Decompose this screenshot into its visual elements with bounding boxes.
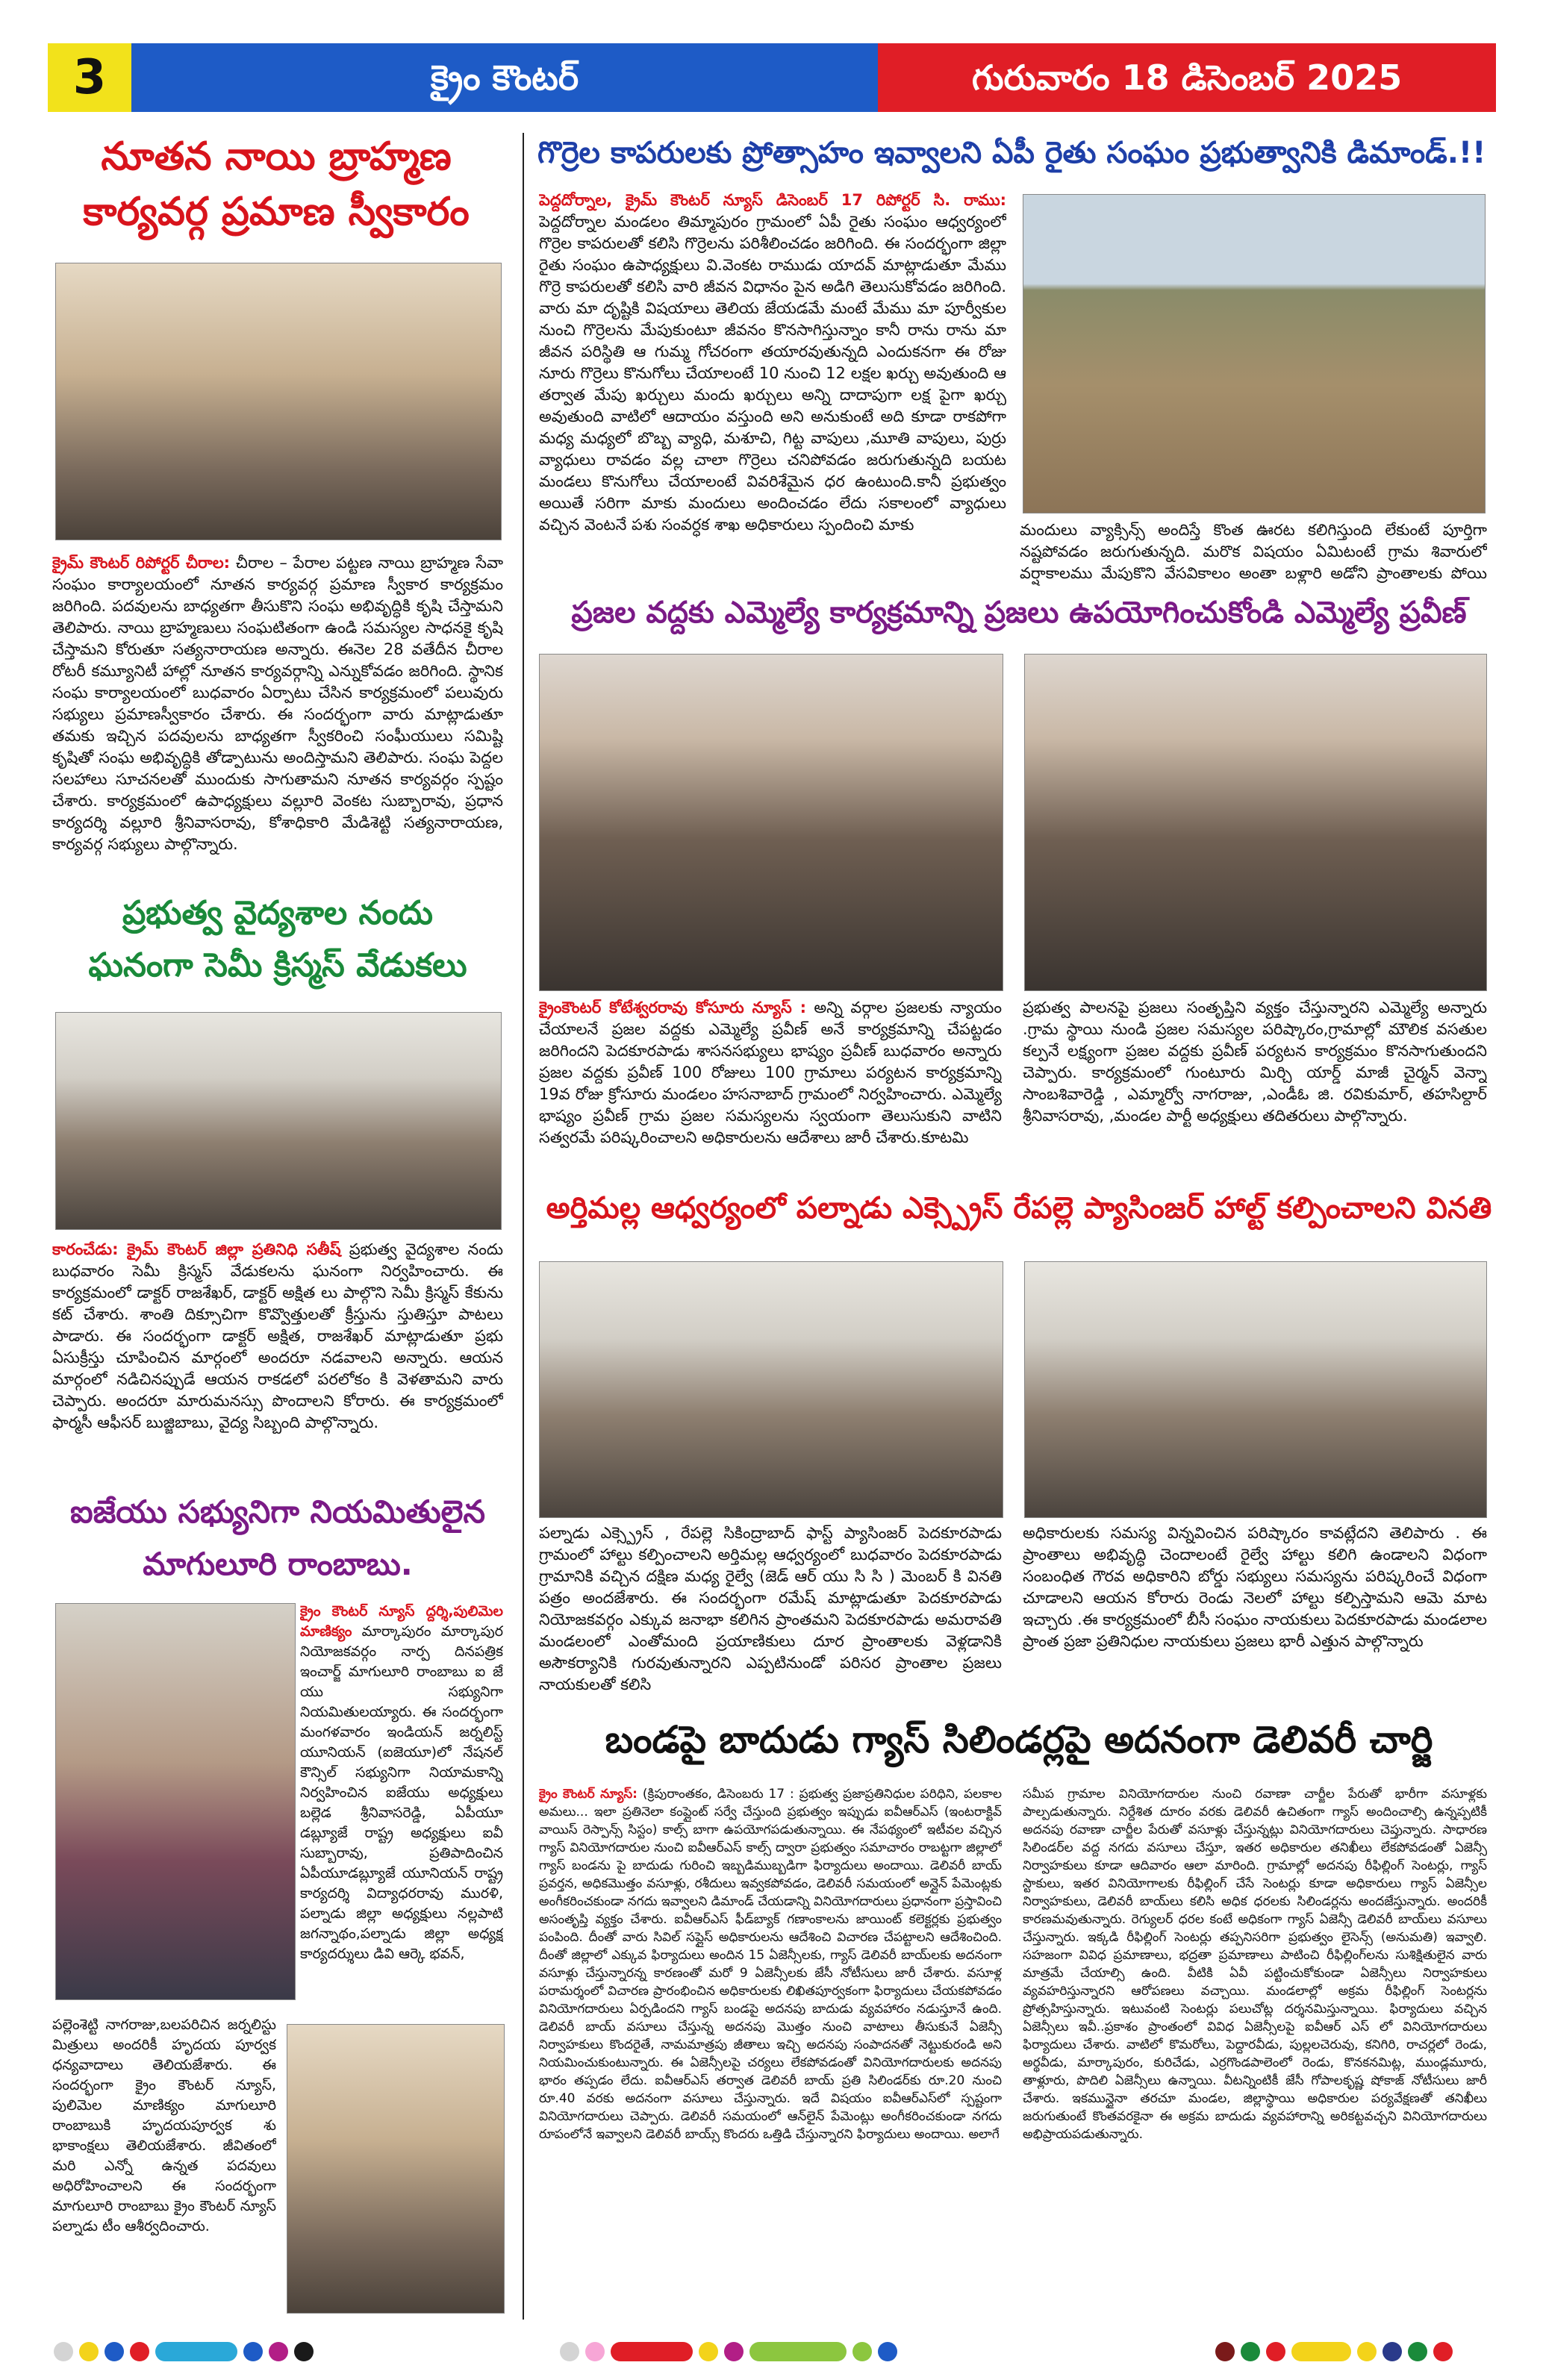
footer-dot [699,2342,718,2361]
footer-dot [1408,2342,1427,2361]
headline-train-halt: అర్తిమల్ల ఆధ్వర్యంలో పల్నాడు ఎక్స్ప్రెస్ రేపల్లె ప్యాసింజర్ హాల్ట్ కల్పించాలని వినతి [546,1191,1492,1225]
gas-body-left-text: (క్రిపురాంతకం, డిసెంబరు 17 : ప్రభుత్వ ప్రజాప్రతినిధుల పరిధిని, పలకాల అమలు... ఇలా ప్రతినెలా కంప్లైంట్ సర్వే చేస్తుంది ప్రభుత్వం ఇప్పుడు ఐవీఆర్ఎస్ (ఇంటరాక్టివ్ వాయిస్ రెస్పాన్స్ సిస్టం) కాల్స్ బాగా ఉపయోగపడుతున్నాయి. ఈ నేపథ్యంలో ఇటీవల వచ్చిన గ్యాస్ వినియోగదారుల నుంచి ఐవీఆర్ఎస్ కాల్స్ ద్వారా ప్రభుత్వం సమాచారం రాబట్టగా జిల్లాలో గ్యాస్ బండను పై బాదుడు గురించి ఇబ్బడిముబ్బడిగా ఫిర్యాదులు అందాయి. డెలివరీ బాయ్ ప్రవర్తన, అధికమొత్తం వసూళ్లు, రశీదులు ఇవ్వకపోవడం, డెలివరీ సమయంలో అన్లైన్ పేమెంట్లకు అంగీకరించకుండా నగదు ఇవ్వాలని డిమాండ్ చేయడాన్ని వినియోగదారులు ప్రధానంగా ప్రస్తావించి అసంతృప్తి వ్యక్తం చేశారు. ఐవీఆర్ఎస్ ఫీడ్‌బ్యాక్ గణాంకాలను జాయింట్ కలెక్టర్లకు ప్రభుత్వం పంపింది. దీంతో వారు సివిల్ సప్లైస్ అధికారులను ఆదేశించి విచారణ చేపట్టాలని ఆదేశించింది. దీంతో జిల్లాలో ఎక్కువ ఫిర్యాదులు అందిన 15 ఏజెన్సీలకు, గ్యాస్ డెలివరీ బాయ్‌లకు అదనంగా వసూళ్లు చేస్తున్నారన్న కారణంతో మరో 9 ఏజెన్సీలకు జేసీ నోటీసులు జారీ చేశారు. వసూళ్ల పరామర్శంలో విచారణ ప్రారంభించిన అధికారులకు లిఖితపూర్వకంగా ఫిర్యాదులు చేయకపోవడం వినియోగదారులు ఏర్పడిందని గ్యాస్ బండపై అదనపు బాదుడు వ్యవహారం నడుస్తూనే ఉంది. డెలివరీ బాయ్ వసూలు చేస్తున్న అదనపు మొత్తం నుంచి వాటాలు తీసుకునే ఏజెన్సీ నిర్వాహకులు కొందరైతే, నామమాత్రపు జీతాలు ఇచ్చి అదనపు సంపాదనతో నెట్టుకురండి అని నియమించుకుంటున్నారు. ఈ ఏజెన్సీలపై చర్యలు లేకపోవడంతో వినియోగదారులకు అదనపు భారం తప్పడం లేదు. ఐవీఆర్ఎస్ తర్వాత డెలివరీ బాయ్ ప్రతి సిలిండర్‌కు రూ.20 నుంచి రూ.40 వరకు అదనంగా వసూలు చేస్తున్నారు. ఇదే విషయం ఐవీఆర్ఎస్‌లో స్పష్టంగా వినియోగదారులు చెప్పారు. డెలివరీ సమయంలో ఆన్‌లైన్ పేమెంట్లు అంగీకరించకుండా నగదు రూపంలోనే ఇవ్వాలని డెలివరీ బాయ్స్ కొందరు ఒత్తిడి చేస్తున్నారని ఫిర్యాదులు అందాయి. అలాగే [539,1787,1002,2142]
footer-color-strip-middle [560,2342,897,2361]
train-body-left: పల్నాడు ఎక్స్ప్రెస్ , రేపల్లె సికింద్రాబాద్ ఫాస్ట్ ప్యాసింజర్ పెదకూరపాడు గ్రామంలో హాల్టు కల్పించాలని అర్తిమల్ల ఆధ్వర్యంలో బుధవారం పెదకూరపాడు గ్రామానికి వచ్చిన దక్షిణ మధ్య రైల్వే (జెడ్ ఆర్ యు సి సి ) మెంబర్ కి వినతి పత్రం అందజేశారు. ఈ సందర్భంగా రమేష్ మాట్లాడుతూ పెదకూరపాడు నియోజకవర్గం ఎక్కువ జనాభా కలిగిన ప్రాంతమని పెదకూరపాడు అమరావతి మండలంలో ఎంతోమంది ప్రయాణికులు దూర ప్రాంతాలకు వెళ్లడానికి అసౌకర్యానికి గురవుతున్నారని ఎప్పటినుండో పరిసర ప్రాంతాల ప్రజలు నాయకులతో కలిసి [539,1524,1002,1693]
footer-pill [749,2342,847,2361]
footer-dot [105,2342,124,2361]
brahmana-article-body [52,552,503,875]
headline-ijeu-2: మాగులూరి రాంబాబు. [143,1546,413,1582]
footer-dot [724,2342,744,2361]
farmers-body-right: మందులు వ్యాక్సిన్స్ అందిస్తే కొంత ఊరట కలిగిస్తుంది లేకుంటే పూర్తిగా నష్టపోవడం జరుగుతున్నది. మరొక విషయం ఏమిటంటే గ్రామ శివారులో వర్షాకాలము మేపుకొని వేసవికాలం అంతా బళ్లారి అడోని ప్రాంతాలకు పోయి [1020,521,1487,582]
hospital-article-body [52,1239,503,1475]
footer-pill [1291,2342,1351,2361]
headline-brahmana-2: కార్యవర్గ ప్రమాణ స్వీకారం [83,190,470,234]
headline-mla: ప్రజల వద్దకు ఎమ్మెల్యే కార్యక్రమాన్ని ప్రజలు ఉపయోగించుకోండి ఎమ్మెల్యే ప్రవీణ్ [571,596,1467,630]
footer-dot [1266,2342,1285,2361]
ijeu-article-side [300,1602,503,2005]
footer-dot [1357,2342,1377,2361]
christmas-celebration-photo [55,1012,502,1230]
gas-byline: క్రైం కౌంటర్ న్యూస్: [539,1787,638,1802]
footer-dot [1241,2342,1260,2361]
footer-dot [1215,2342,1235,2361]
footer-pill [155,2342,237,2361]
footer-dot [54,2342,73,2361]
footer-color-strip-right [1215,2342,1453,2361]
footer-dot [294,2342,314,2361]
farmers-article-body-left [539,190,1006,585]
gas-body-right: సమీప గ్రామాల వినియోగదారుల నుంచి రవాణా చార్జీల పేరుతో భారీగా వసూళ్లకు పాల్పడుతున్నారు. నిర్దేశిత దూరం వరకు డెలివరీ ఉచితంగా గ్యాస్ అందించాల్సి ఉన్నప్పటికీ అదనపు రవాణా చార్జీల పేరుతో వసూళ్లు చేస్తున్నట్లు వినియోగదారులు చెప్తున్నారు. సాధారణ సిలిండర్‌ల వద్ద నగదు వసూలు చేస్తూ, ఇతర అధికారుల తనిఖీలు లేకపోవడంతో ఏజెన్సీ నిర్వాహకులు కూడా ఆదివారం ఆలా మారింది. గ్రామాల్లో అదనపు రీఫిల్లింగ్ సెంటర్లు, గ్యాస్ స్టాకులు, ఇతర వినియోగాలకు రీఫిల్లింగ్ చేసే సెంటర్లు కూడా అధికారులు గ్యాస్ ఏజెన్సీల నిర్వాహకులు, డెలివరీ బాయ్‌లు కలిసి అధిక ధరలకు సిలిండర్లను అందజేస్తున్నారు. అందరికీ కారణమవుతున్నారు. రెగ్యులర్ ధరల కంటే అధికంగా గ్యాస్ ఏజెన్సీ డెలివరీ బాయ్‌లు వసూలు చేస్తున్నారు. ఇక్కడి రీఫిల్లింగ్ సెంటర్లు తప్పనిసరిగా ప్రభుత్వం లైసెన్స్ (అనుమతి) ఇవ్వాలి. సహజంగా వివిధ ప్రమాణాలు, భద్రతా ప్రమాణాలు పాటించి రీఫిల్లింగ్‌లను సుశిక్షితులైన వారు మాత్రమే చేయాల్సి ఉంది. వీటికి ఏవీ పట్టించుకోకుండా ఏజెన్సీలు నిర్వాహకులు వ్యవహరిస్తున్నారని ఆరోపణలు వచ్చాయి. మండలాల్లో అక్రమ రీఫిల్లింగ్ సెంటర్లను ప్రోత్సహిస్తున్నారు. ఇటువంటి సెంటర్లు పలుచోట్ల దర్శనమిస్తున్నాయి. ఫిర్యాదులు వచ్చిన ఏజెన్సీలు ఇవీ..ప్రకాశం ప్రాంతంలో వివిధ ఏజెన్సీలపై ఐవీఆర్ ఎస్ లో వినియోగదారులు ఫిర్యాదులు చేశారు. వాటిలో కొమరోలు, పెద్దారవీడు, పుల్లలచెరువు, కనిగిరి, రాచర్లలో రెండు, అర్థవీడు, మార్కాపురం, కురిచేడు, ఎర్రగొండపాలెంలో రెండు, కొనకనమిట్ల, ముండ్లమూరు, తాళ్లూరు, పొదిలి ఏజెన్సీలు ఉన్నాయి. వీటన్నింటికీ జేసీ గోపాలకృష్ణ షోకాజ్ నోటీసులు జారీ చేశారు. ఇకమున్దైనా తరచూ మండల, జిల్లాస్థాయి అధికారుల పర్యవేక్షణతో తనిఖీలు జరుగుతుంటే కొంతవరకైనా ఈ అక్రమ బాదుడు వ్యవహారాన్ని అరికట్టవచ్చని వినియోగదారులు అభిప్రాయపడుతున్నారు. [1023,1787,1487,2142]
mla-visit-photo-1 [539,654,1003,991]
footer-dot [1433,2342,1453,2361]
headline-farmers: గొర్రెల కాపరులకు ప్రోత్సాహం ఇవ్వాలని ఏపీ రైతు సంఘం ప్రభుత్వానికి డిమాండ్.!! [537,136,1486,170]
column-divider [523,133,524,2320]
mla-byline: క్రైంకౌంటర్ కోటేశ్వరరావు కోసూరు న్యూస్ : [539,999,807,1016]
mla-body-right: ప్రభుత్వ పాలనపై ప్రజలు సంతృప్తిని వ్యక్తం చేస్తున్నారని ఎమ్మెల్యే అన్నారు .గ్రామ స్థాయి నుండి ప్రజల సమస్యల పరిష్కారం,గ్రామాల్లో మౌలిక వసతుల కల్పనే లక్ష్యంగా ప్రజల వద్దకు ప్రవీణ్ పర్యటన కార్యక్రమం కొనసాగుతుందని చెప్పారు. కార్యక్రమంలో గుంటూరు మిర్చి యార్డ్ మాజీ చైర్మన్ వెన్నా సాంబశివారెడ్డి , ఎమ్మార్వో నాగరాజు, ,ఎండీఓ జి. రవికుమార్, తహసిల్దార్ శ్రీనివాసరావు, ,మండల పార్టీ అధ్యక్షులు తదితరులు పాల్గొన్నారు. [1023,999,1487,1125]
footer-dot [130,2342,149,2361]
brahmana-byline: క్రైమ్ కౌంటర్ రిపోర్టర్ చీరాల: [52,554,231,572]
hospital-body-text: ప్రభుత్వ వైద్యశాల నందు బుధవారం సెమీ క్రిస్మస్ వేడుకలను ఘనంగా నిర్వహించారు. ఈ కార్యక్రమంలో డాక్టర్ రాజశేఖర్, డాక్టర్ అక్షిత లు పాల్గొని సెమీ క్రిస్మస్ కేకును కట్ చేశారు. శాంతి దిక్సూచిగా కొవ్వొత్తులతో క్రీస్తును స్తుతిస్తూ పాటలు పాడారు. ఈ సందర్భంగా డాక్టర్ అక్షిత, రాజశేఖర్ మాట్లాడుతూ ప్రభు ఏసుక్రీస్తు చూపించిన మార్గంలో అందరూ నడవాలని అన్నారు. ఆయన మార్గంలో నడిచినప్పుడే ఆయన రాకడలో పరలోకం కి వెళతామని వారు చెప్పారు. అందరూ మారుమనస్సు పొందాలని కోరారు. ఈ కార్యక్రమంలో ఫార్మసీ ఆఫీసర్ బుజ్జిబాబు, వైద్య సిబ్బంది పాల్గొన్నారు. [52,1240,503,1431]
ijeu-byline: క్రైం కౌంటర్ న్యూస్ ద్దర్శి,పులిమెల మాణిక్యం [300,1603,503,1640]
brahmana-body-text: చీరాల – పేరాల పట్టణ నాయి బ్రాహ్మణ సేవా సంఘం కార్యాలయంలో నూతన కార్యవర్గ ప్రమాణ స్వీకార కార్యక్రమం జరిగింది. పదవులను బాధ్యతగా తీసుకొని సంఘ అభివృద్ధికి కృషి చేస్తామని తెలిపారు. నాయి బ్రాహ్మణులు సంఘటితంగా ఉండి సమస్యల సాధనకై కృషి చేస్తామని కోరుతూ సత్యనారాయణ అన్నారు. ఈనెల 28 వతేదీన చీరాల రోటరీ కమ్యూనిటీ హాల్లో నూతన కార్యవర్గాన్ని ఎన్నుకోవడం జరిగింది. స్థానిక సంఘ కార్యాలయంలో బుధవారం ఏర్పాటు చేసిన కార్యక్రమంలో పలువురు సభ్యులు ప్రమాణస్వీకారం చేశారు. ఈ సందర్భంగా వారు మాట్లాడుతూ తమకు ఇచ్చిన పదవులను బాధ్యతగా స్వీకరించి సంఘీయులు సమిష్టి కృషితో సంఘ అభివృద్ధికి తోడ్పాటును అందిస్తామని తెలిపారు. సంఘ పెద్దల సలహాలు సూచనలతో ముందుకు సాగుతామని నూతన కార్యవర్గం స్పష్టం చేశారు. కార్యక్రమంలో ఉపాధ్యక్షులు వల్లూరి వెంకట సుబ్బారావు, ప్రధాన కార్యదర్శి వల్లూరి శ్రీనివాసరావు, కోశాధికారి మేడిశెట్టి సత్యనారాయణ, కార్యవర్గ సభ్యులు పాల్గొన్నారు. [52,554,503,853]
footer-dot [852,2342,872,2361]
farmers-byline: పెద్దదోర్నాల, క్రైమ్ కౌంటర్ న్యూస్ డిసెంబర్ 17 రిపోర్టర్ సి. రాము: [539,191,1006,209]
footer-dot [585,2342,605,2361]
ijeu-body-bottom: పల్లెంశెట్టి నాగరాజు,బలపరిచిన జర్నలిస్టు మిత్రులు అందరికీ హృదయ పూర్వక ధన్యవాదాలు తెలియజేశారు. ఈ సందర్భంగా క్రైం కౌంటర్ న్యూస్, పులిమెల మాణిక్యం మాగులూరి రాంబాబుకి హృదయపూర్వక శు భాకాంక్షలు తెలియజేశారు. జీవితంలో మరి ఎన్నో ఉన్నత పదవులు అధిరోహించాలని ఈ సందర్భంగా మాగులూరి రాంబాబు క్రైం కౌంటర్ న్యూస్ పల్నాడు టీం ఆశీర్వదించారు. [52,2017,276,2234]
mla-article-body-left [539,997,1002,1169]
newspaper-brand: క్రైం కౌంటర్ [131,43,878,112]
masthead [48,43,1496,112]
gas-article-body-left [539,1785,1002,2324]
headline-ijeu-1: ఐజేయు సభ్యునిగా నియమితులైన [70,1493,485,1530]
headline-gas-cylinder: బండపై బాదుడు గ్యాస్ సిలిండర్లపై అదనంగా డెలివరీ చార్జి [605,1718,1433,1761]
footer-dot [243,2342,263,2361]
mla-visit-photo-2 [1024,654,1487,991]
footer-dot [878,2342,897,2361]
footer-dot [560,2342,579,2361]
footer-dot [1383,2342,1402,2361]
farmers-body-left-text: పెద్దదోర్నాల మండలం తిమ్మాపురం గ్రామంలో ఏపీ రైతు సంఘం ఆధ్వర్యంలో గొర్రెల కాపరులతో కలిసి గొర్రెలను పరిశీలించడం జరిగింది. ఈ సందర్భంగా జిల్లా రైతు సంఘం ఉపాధ్యక్షులు వి.వెంకట రాముడు యాదవ్ మాట్లాడుతూ మేము గొర్రె కాపరులతో కలిసి వారి జీవన విధానం పైన అడిగి తెలుసుకోవడం జరిగింది. వారు మా దృష్టికి విషయాలు తెలియ జేయడమే మంటే మేము మా పూర్వీకుల నుంచి గొర్రెలను మేపుకుంటూ జీవనం కొనసాగిస్తున్నాం కానీ రాను రాను మా జీవన పరిస్థితి ఆ గుమ్మ గోచరంగా తయారవుతున్నది ఎందుకనగా ఈ రోజు నూరు గొర్రెలు కొనుగోలు చేయాలంటే 10 నుంచి 12 లక్షల ఖర్చు అవుతుంది ఆ తర్వాత మేపు ఖర్చులు మందు ఖర్చులు అన్ని దాదాపుగా లక్ష పైగా ఖర్చు అవుతుంది వాటిలో ఆదాయం వస్తుంది అని అనుకుంటే అది కూడా రాకపోగా మధ్య మధ్యలో బొబ్బ వ్యాధి, మశూచి, గిట్ట వాపులు ,మూతి వాపులు, పుర్రు వ్యాధులు రావడం వల్ల చాలా గొర్రెలు చనిపోవడం జరుగుతున్నది బయట మండలు కొనుగోలు చేయాలంటే వివరిశేమైన ధర ఉంటుంది.కానీ ప్రభుత్వం అయితే సరిగా మాకు మందులు అందించడం లేదు సకాలంలో వ్యాధులు వచ్చిన వెంటనే పశు సంవర్ధక శాఖ అధికారులు స్పందించి మాకు [539,213,1006,534]
footer-dot [269,2342,288,2361]
mla-body-left-text: అన్ని వర్గాల ప్రజలకు న్యాయం చేయాలనే ప్రజల వద్దకు ఎమ్మెల్యే ప్రవీణ్ అనే కార్యక్రమాన్ని చేపట్టడం జరిగిందని పెదకూరపాడు శాసనసభ్యులు భాష్యం ప్రవీణ్ బుధవారం అన్నారు ప్రజల వద్దకు ప్రవీణ్ 100 రోజులు 100 గ్రామాలు పర్యటన కార్యక్రమాన్ని 19వ రోజు క్రోసూరు మండలం హసనాబాద్ గ్రామంలో నిర్వహించారు. ఎమ్మెల్యే భాష్యం ప్రవీణ్ గ్రామ ప్రజల సమస్యలను స్వయంగా తెలుసుకుని వాటిని సత్వరమే పరిష్కరించాలని అధికారులను ఆదేశాలు జారీ చేశారు.కూటమి [539,999,1002,1146]
felicitation-photo [287,2024,505,2314]
headline-hospital-1: ప్రభుత్వ వైద్యశాల నందు [122,894,433,932]
train-body-right: అధికారులకు సమస్య విన్నవించిన పరిష్కారం కావట్లేదని తెలిపారు . ఈ ప్రాంతాలు అభివృద్ధి చెందాలంటే రైల్వే హాల్టు కలిగి ఉండాలని విధంగా సంబంధిత గౌరవ అధికారిని బోర్డు సభ్యులు సమస్యను పరిష్కరించే విధంగా చూడాలని ఆయన కోరారు రెండు నెలలో హాల్టు కల్పిస్తామని ఆమె మాట ఇచ్చారు .ఈ కార్యక్రమంలో బీసీ సంఘం నాయకులు పెదకూరపాడు మండలాల ప్రాంత ప్రజా ప్రతినిధుల నాయకులు ప్రజలు భారీ ఎత్తున పాల్గొన్నారు [1023,1524,1487,1650]
railway-petition-photo-2 [1024,1261,1487,1518]
headline-brahmana-1: నూతన నాయి బ్రాహ్మణ [101,134,452,179]
issue-date: గురువారం 18 డిసెంబర్ 2025 [878,43,1496,112]
page-number: 3 [48,43,131,112]
footer-dot [79,2342,99,2361]
brahmana-oath-photo [55,263,502,540]
headline-hospital-2: ఘనంగా సెమీ క్రిస్మస్ వేడుకలు [88,946,467,984]
hospital-byline: కారంచేడు: క్రైమ్ కౌంటర్ జిల్లా ప్రతినిధి సతీష్ [52,1240,341,1258]
footer-pill [611,2342,693,2361]
footer-color-strip-left [54,2342,314,2361]
shepherds-field-photo [1023,194,1486,513]
rambabu-portrait-photo [55,1603,296,2000]
ijeu-body-side: మార్కాపురం మార్కాపుర నియోజకవర్గం నార్ప దినపత్రిక ఇంచార్జ్ మాగులూరి రాంబాబు ఐ జే యు సభ్యునిగా నియమితులయ్యారు. ఈ సందర్భంగా మంగళవారం ఇండియన్ జర్నలిస్ట్ యూనియన్ (ఐజెయూ)లో నేషనల్ కౌన్సిల్ సభ్యునిగా నియామకాన్ని నిర్వహించిన ఐజేయు అధ్యక్షులు బల్లెడ శ్రీనివాసరెడ్డి, ఏపీయూ డబ్ల్యూజే రాష్ట్ర అధ్యక్షులు ఐవీ సుబ్బారావు, ప్రతిపాదించిన ఏపీయూడబ్ల్యూజే యూనియన్ రాష్ట్ర కార్యదర్శి విద్యాధరరావు మురళి, పల్నాడు జిల్లా అధ్యక్షులు నల్లపాటి జగన్నాథం,పల్నాడు జిల్లా అధ్యక్ష కార్యదర్శులు డివి ఆర్కె భవన్, [300,1623,503,1962]
railway-petition-photo-1 [539,1261,1003,1518]
